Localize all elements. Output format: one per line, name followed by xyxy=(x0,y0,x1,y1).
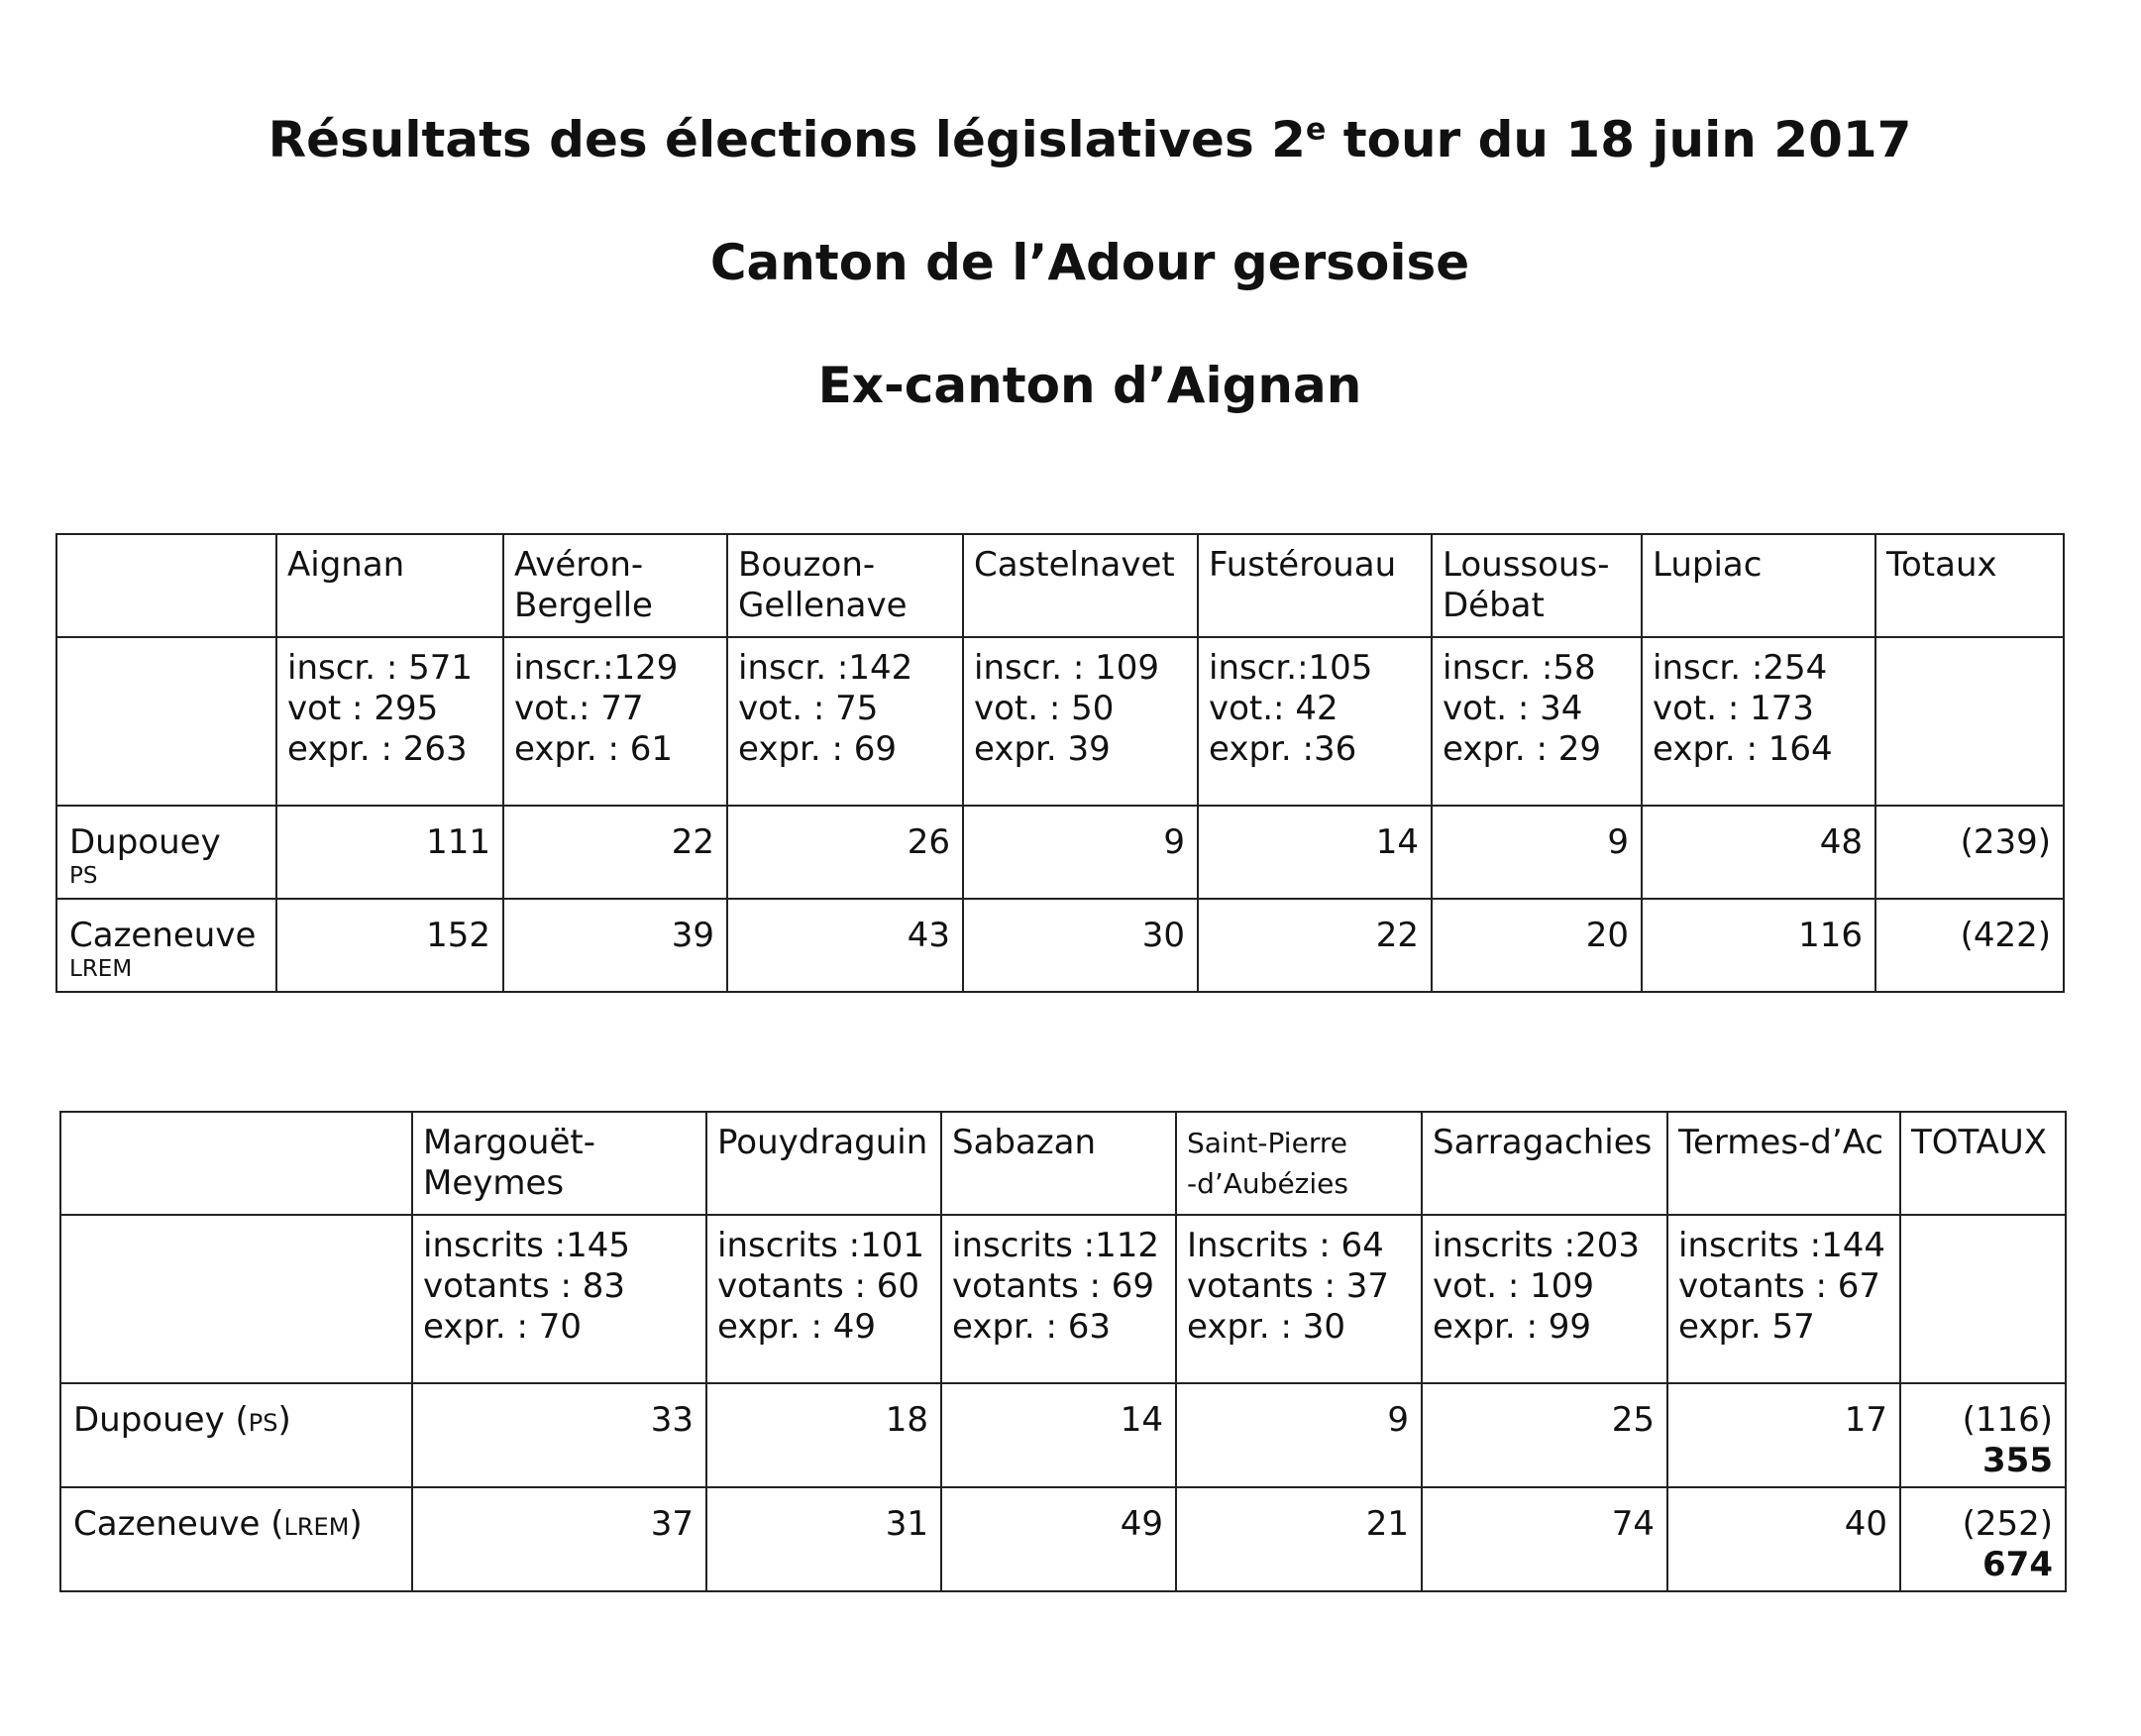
vote-count: 116 xyxy=(1642,899,1875,992)
candidate-row-dupouey xyxy=(60,1383,2066,1487)
vote-count: 18 xyxy=(706,1383,941,1487)
vote-count: 43 xyxy=(727,899,963,992)
commune-name: Margouët- Meymes xyxy=(412,1112,706,1215)
vote-total: (239) xyxy=(1875,806,2064,899)
turnout-row xyxy=(60,1215,2066,1383)
commune-name: Aignan xyxy=(276,534,503,637)
vote-count: 48 xyxy=(1642,806,1875,899)
turnout-cell: inscr. : 109 vot. : 50 expr. 39 xyxy=(963,637,1198,806)
turnout-cell: inscrits :145 votants : 83 expr. : 70 xyxy=(412,1215,706,1383)
commune-name: Sabazan xyxy=(941,1112,1176,1215)
vote-count: 26 xyxy=(727,806,963,899)
candidate-row-cazeneuve xyxy=(56,899,2064,992)
commune-name: Castelnavet xyxy=(963,534,1198,637)
commune-name: Avéron- Bergelle xyxy=(503,534,727,637)
vote-count: 21 xyxy=(1176,1487,1422,1591)
turnout-cell: inscrits :203 vot. : 109 expr. : 99 xyxy=(1422,1215,1667,1383)
results-table-1 xyxy=(55,533,2065,993)
vote-count: 14 xyxy=(1198,806,1432,899)
empty-corner-cell xyxy=(60,1112,412,1215)
grand-total: 674 xyxy=(1982,1545,2053,1584)
vote-count: 9 xyxy=(963,806,1198,899)
candidate-label: Dupouey PS xyxy=(56,806,276,899)
turnout-cell: inscr. : 571 vot : 295 expr. : 263 xyxy=(276,637,503,806)
turnout-cell: inscr. :58 vot. : 34 expr. : 29 xyxy=(1432,637,1642,806)
commune-name: Loussous- Débat xyxy=(1432,534,1642,637)
vote-count: 111 xyxy=(276,806,503,899)
commune-name: Saint-Pierre -d’Aubézies xyxy=(1176,1112,1422,1215)
turnout-cell: inscr.:129 vot.: 77 expr. : 61 xyxy=(503,637,727,806)
vote-count: 9 xyxy=(1432,806,1642,899)
candidate-row-cazeneuve xyxy=(60,1487,2066,1591)
vote-total: (116) 355 xyxy=(1900,1383,2066,1487)
commune-name: Termes-d’Ac xyxy=(1667,1112,1900,1215)
empty-total-cell xyxy=(1900,1215,2066,1383)
turnout-cell: inscr. :254 vot. : 173 expr. : 164 xyxy=(1642,637,1875,806)
grand-total: 355 xyxy=(1982,1441,2053,1480)
vote-count: 74 xyxy=(1422,1487,1667,1591)
document-title: Résultats des élections législatives 2e tour du 18 juin 2017 xyxy=(268,111,1912,168)
turnout-cell: inscrits :112 votants : 69 expr. : 63 xyxy=(941,1215,1176,1383)
candidate-label: Dupouey (PS) xyxy=(60,1383,412,1487)
turnout-cell: inscrits :101 votants : 60 expr. : 49 xyxy=(706,1215,941,1383)
empty-corner-cell xyxy=(56,534,276,637)
vote-count: 30 xyxy=(963,899,1198,992)
results-table-2 xyxy=(59,1111,2067,1592)
vote-total: (252) 674 xyxy=(1900,1487,2066,1591)
vote-count: 33 xyxy=(412,1383,706,1487)
empty-label-cell xyxy=(56,637,276,806)
turnout-cell: Inscrits : 64 votants : 37 expr. : 30 xyxy=(1176,1215,1422,1383)
canton-subtitle: Canton de l’Adour gersoise xyxy=(709,234,1470,291)
empty-total-cell xyxy=(1875,637,2064,806)
vote-count: 17 xyxy=(1667,1383,1900,1487)
empty-label-cell xyxy=(60,1215,412,1383)
vote-count: 20 xyxy=(1432,899,1642,992)
vote-total: (422) xyxy=(1875,899,2064,992)
vote-count: 22 xyxy=(503,806,727,899)
vote-count: 152 xyxy=(276,899,503,992)
vote-count: 25 xyxy=(1422,1383,1667,1487)
turnout-cell: inscr. :142 vot. : 75 expr. : 69 xyxy=(727,637,963,806)
commune-name: Fustérouau xyxy=(1198,534,1432,637)
ex-canton-subtitle: Ex-canton d’Aignan xyxy=(817,357,1362,414)
totals-header: TOTAUX xyxy=(1900,1112,2066,1215)
totals-header: Totaux xyxy=(1875,534,2064,637)
turnout-cell: inscrits :144 votants : 67 expr. 57 xyxy=(1667,1215,1900,1383)
commune-header-row xyxy=(56,534,2064,637)
vote-count: 39 xyxy=(503,899,727,992)
vote-count: 22 xyxy=(1198,899,1432,992)
vote-count: 31 xyxy=(706,1487,941,1591)
candidate-label: Cazeneuve (LREM) xyxy=(60,1487,412,1591)
commune-name: Lupiac xyxy=(1642,534,1875,637)
vote-count: 40 xyxy=(1667,1487,1900,1591)
candidate-label: Cazeneuve LREM xyxy=(56,899,276,992)
vote-count: 9 xyxy=(1176,1383,1422,1487)
vote-count: 37 xyxy=(412,1487,706,1591)
vote-count: 14 xyxy=(941,1383,1176,1487)
vote-count: 49 xyxy=(941,1487,1176,1591)
commune-name: Bouzon- Gellenave xyxy=(727,534,963,637)
commune-header-row xyxy=(60,1112,2066,1215)
commune-name: Pouydraguin xyxy=(706,1112,941,1215)
commune-name: Sarragachies xyxy=(1422,1112,1667,1215)
candidate-row-dupouey xyxy=(56,806,2064,899)
turnout-row xyxy=(56,637,2064,806)
turnout-cell: inscr.:105 vot.: 42 expr. :36 xyxy=(1198,637,1432,806)
